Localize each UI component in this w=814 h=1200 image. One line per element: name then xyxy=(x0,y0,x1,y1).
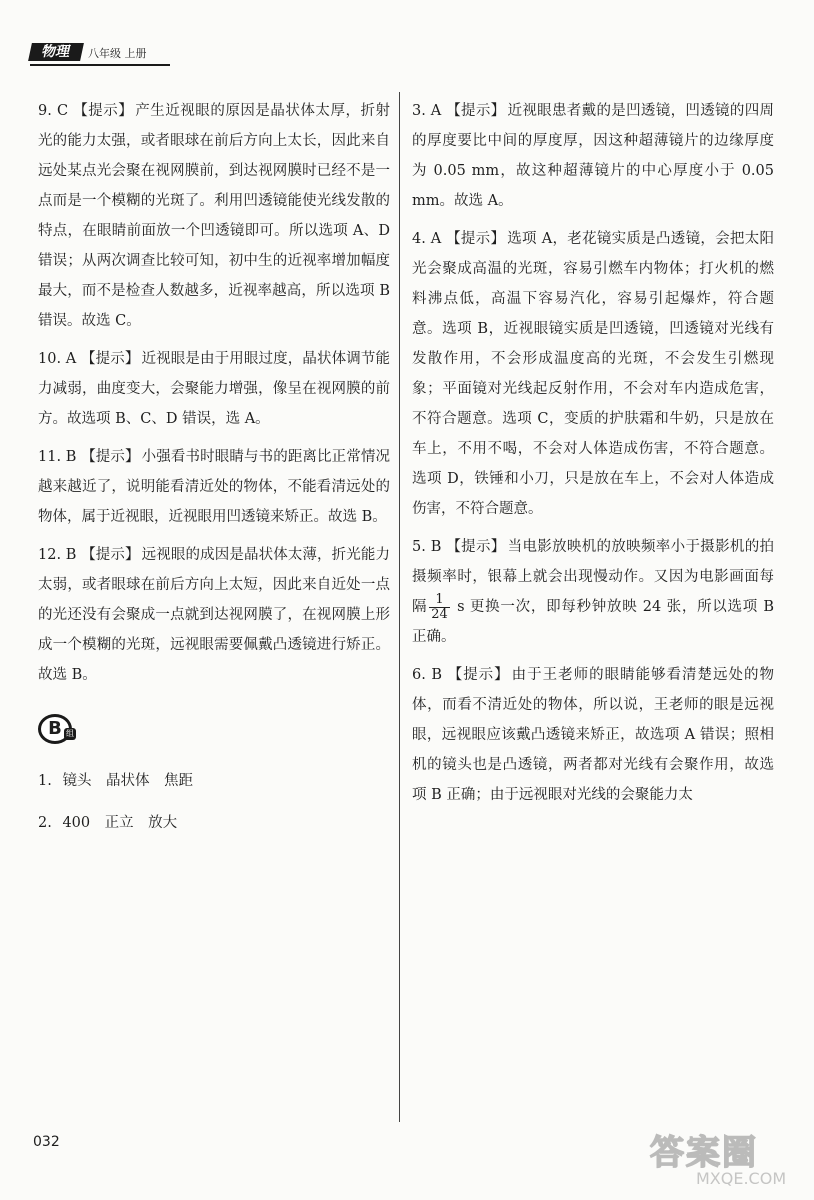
entry-text: 当电影放映机的放映频率小于摄影机的拍摄频率时，银幕上就会出现慢动作。又因为电影画面每隔 xyxy=(412,539,775,615)
hint-label: 【提示】 xyxy=(446,231,506,247)
entry-number: 1. xyxy=(38,773,52,789)
entry-number: 6. B xyxy=(412,667,443,683)
watermark-text: 答案圈 xyxy=(650,1133,758,1173)
answer-entry-3 xyxy=(412,96,774,216)
page-number: 032 xyxy=(33,1134,60,1150)
page-header xyxy=(30,43,180,69)
answer-entry-9 xyxy=(38,96,390,336)
entry-number: 2. xyxy=(38,815,52,831)
grade-label: 八年级 上册 xyxy=(88,47,147,60)
group-tag: 组 xyxy=(66,729,74,738)
fill-answer-1 xyxy=(38,766,390,796)
subject-label: 物理 xyxy=(28,43,84,61)
watermark-url: MXQE.COM xyxy=(696,1169,787,1188)
entry-text: 400 正立 放大 xyxy=(62,815,178,831)
right-column xyxy=(412,96,774,818)
hint-label: 【提示】 xyxy=(447,667,510,683)
entry-text: 由于王老师的眼睛能够看清楚远处的物体，而看不清近处的物体，所以说，王老师的眼是远视眼，远视眼应该戴凸透镜来矫正，故选项 A 错误；照相机的镜头也是凸透镜，两者都对光线有会聚作用，故选项 B 正确；由于远视眼对光线的会聚能力太 xyxy=(412,667,775,803)
group-b-icon: B xyxy=(38,714,72,744)
hint-label: 【提示】 xyxy=(446,539,506,555)
entry-number: 12. B xyxy=(38,547,77,563)
entry-text: 产生近视眼的原因是晶状体太厚，折射光的能力太强，或者眼球在前后方向上太长，因此来自远处某点光会聚在视网膜前，到达视网膜时已经不是一点而是一个模糊的光斑了。利用凹透镜能使光线发散的特点，在眼睛前面放一个凹透镜即可。所以选项 A、D 错误；从两次调查比较可知，初中生的近视率增加幅度最大，而不是检查人数越多，近视率越高，所以选项 B 错误。故选 C。 xyxy=(38,103,390,329)
hint-label: 【提示】 xyxy=(81,449,140,465)
header-rule xyxy=(30,64,170,66)
hint-label: 【提示】 xyxy=(73,103,134,119)
hint-label: 【提示】 xyxy=(446,103,506,119)
entry-text: 选项 A，老花镜实质是凸透镜，会把太阳光会聚成高温的光斑，容易引燃车内物体；打火机的燃料沸点低，高温下容易汽化，容易引起爆炸，符合题意。选项 B，近视眼镜实质是凹透镜，凹透镜对光线有发散作用，不会形成温度高的光斑，不会发生引燃现象；平面镜对光线起反射作用，不会对车内造成危害，不符合题意。选项 C，变质的护肤霜和牛奶，只是放在车上，不用不喝，不会对人体造成伤害，不符合题意。选项 D，铁锤和小刀，只是放在车上，不会对人体造成伤害，不符合题意。 xyxy=(412,231,775,517)
entry-text: 小强看书时眼睛与书的距离比正常情况越来越近了，说明能看清近处的物体，不能看清远处的物体，属于近视眼，近视眼用凹透镜来矫正。故选 B。 xyxy=(38,449,391,525)
answer-entry-4 xyxy=(412,224,774,524)
entry-text-continued: s 更换一次，即每秒钟放映 24 张，所以选项 B 正确。 xyxy=(412,599,774,645)
entry-text: 近视眼患者戴的是凹透镜，凹透镜的四周的厚度要比中间的厚度厚，因这种超薄镜片的边缘厚度为 0.05 mm，故这种超薄镜片的中心厚度小于 0.05 mm。故选 A。 xyxy=(412,103,775,209)
entry-number: 9. C xyxy=(38,103,69,119)
entry-number: 3. A xyxy=(412,103,442,119)
watermark-logo xyxy=(650,1125,810,1195)
group-b-badge xyxy=(38,714,390,750)
hint-label: 【提示】 xyxy=(81,351,140,367)
fraction xyxy=(429,593,450,622)
entry-text: 近视眼是由于用眼过度，晶状体调节能力减弱，曲度变大，会聚能力增强，像呈在视网膜的前方。故选项 B、C、D 错误，选 A。 xyxy=(38,351,390,427)
answer-entry-5 xyxy=(412,532,774,652)
answer-entry-10 xyxy=(38,344,390,434)
entry-number: 10. A xyxy=(38,351,77,367)
fraction-denominator: 24 xyxy=(431,606,448,622)
entry-text: 镜头 晶状体 焦距 xyxy=(62,773,193,789)
entry-text: 远视眼的成因是晶状体太薄，折光能力太弱，或者眼球在前后方向上太短，因此来自近处一点的光还没有会聚成一点就到达视网膜了，在视网膜上形成一个模糊的光斑，远视眼需要佩戴凸透镜进行矫正。故选 B。 xyxy=(38,547,391,683)
column-divider xyxy=(399,92,400,1122)
answer-entry-11 xyxy=(38,442,390,532)
fraction-numerator: 1 xyxy=(429,593,450,608)
left-column xyxy=(38,96,390,850)
entry-number: 4. A xyxy=(412,231,442,247)
answer-entry-6 xyxy=(412,660,774,810)
entry-number: 5. B xyxy=(412,539,442,555)
fill-answer-2 xyxy=(38,808,390,838)
hint-label: 【提示】 xyxy=(81,547,140,563)
answer-entry-12 xyxy=(38,540,390,690)
entry-number: 11. B xyxy=(38,449,77,465)
